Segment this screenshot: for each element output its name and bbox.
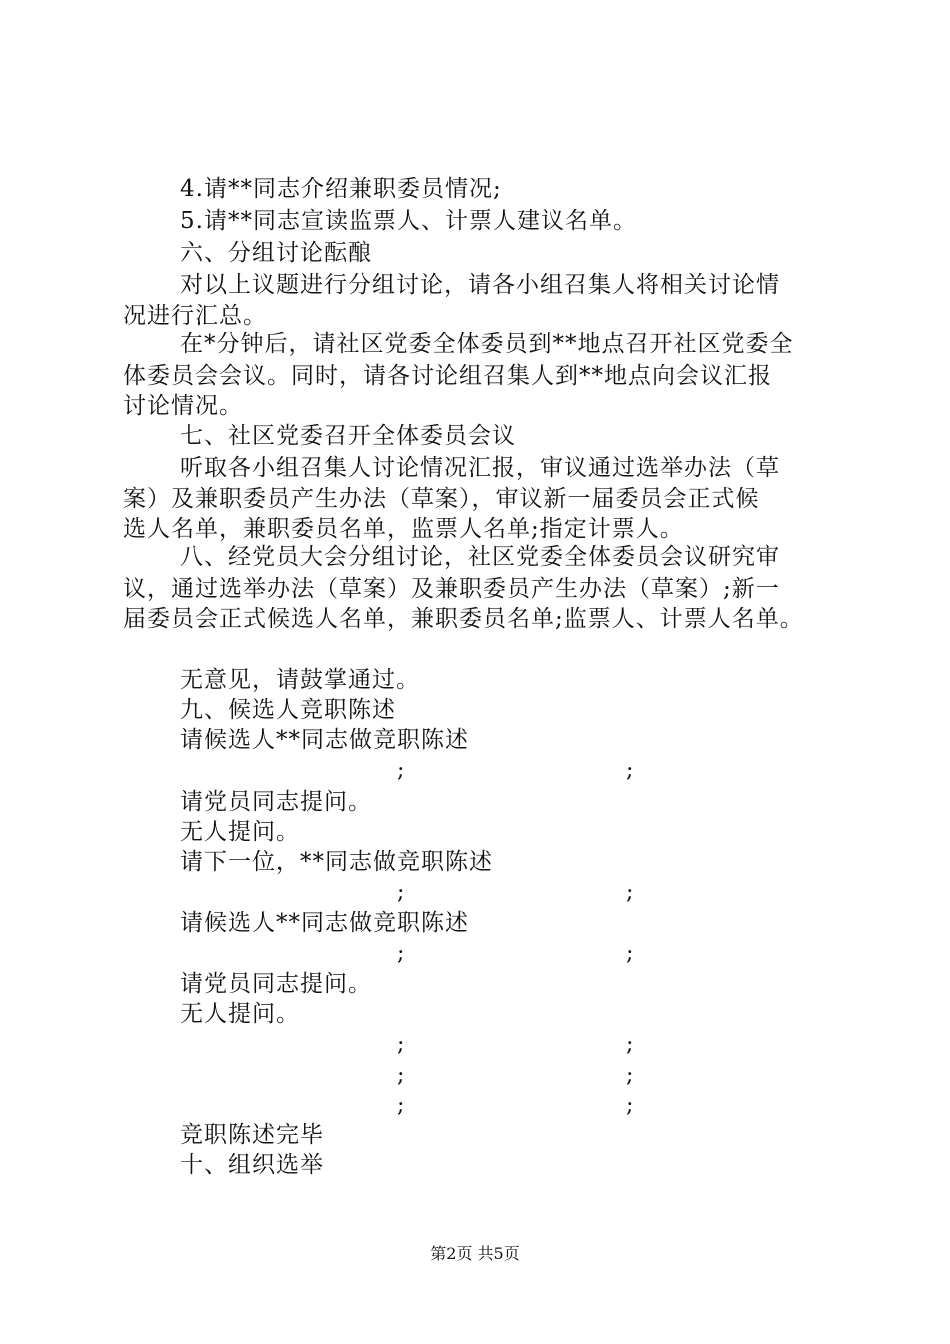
- semicolon-mark: ;: [397, 1032, 405, 1057]
- paragraph-line: 请党员同志提问。: [180, 971, 372, 997]
- semicolon-mark: ;: [397, 758, 405, 783]
- semicolon-mark: ;: [397, 1093, 405, 1118]
- paragraph-line: 况进行汇总。: [123, 303, 267, 329]
- paragraph-line: 请下一位，**同志做竞职陈述: [180, 849, 493, 875]
- paragraph-line: 请党员同志提问。: [180, 789, 372, 815]
- section-heading: 七、社区党委召开全体委员会议: [180, 423, 516, 449]
- semicolon-mark: ;: [626, 758, 634, 783]
- semicolon-mark: ;: [626, 941, 634, 966]
- paragraph-line: 案）及兼职委员产生办法（草案），审议新一届委员会正式候: [123, 486, 760, 512]
- paragraph-line: 听取各小组召集人讨论情况汇报，审议通过选举办法（草: [180, 455, 780, 481]
- paragraph-line: 讨论情况。: [123, 393, 243, 419]
- semicolon-mark: ;: [626, 1032, 634, 1057]
- paragraph-line: 议，通过选举办法（草案）及兼职委员产生办法（草案）;新一: [123, 576, 780, 602]
- page-footer: 第2页 共5页: [430, 1244, 520, 1263]
- paragraph-line: 无人提问。: [180, 1001, 300, 1027]
- semicolon-mark: ;: [397, 880, 405, 905]
- section-heading: 九、候选人竞职陈述: [180, 697, 396, 723]
- paragraph-line: 竞职陈述完毕: [180, 1122, 324, 1148]
- semicolon-mark: ;: [626, 1063, 634, 1088]
- paragraph-line: 对以上议题进行分组讨论，请各小组召集人将相关讨论情: [180, 272, 780, 298]
- semicolon-mark: ;: [626, 880, 634, 905]
- paragraph-line: 5.请**同志宣读监票人、计票人建议名单。: [180, 208, 637, 234]
- semicolon-mark: ;: [397, 941, 405, 966]
- semicolon-mark: ;: [626, 1093, 634, 1118]
- section-heading: 十、组织选举: [180, 1152, 324, 1178]
- section-heading: 六、分组讨论酝酿: [180, 240, 372, 266]
- paragraph-line: 无人提问。: [180, 819, 300, 845]
- paragraph-line: 在*分钟后，请社区党委全体委员到**地点召开社区党委全: [180, 331, 794, 357]
- paragraph-line: 选人名单，兼职委员名单，监票人名单;指定计票人。: [123, 516, 684, 542]
- paragraph-line: 体委员会会议。同时，请各讨论组召集人到**地点向会议汇报: [123, 363, 772, 389]
- paragraph-line: 八、经党员大会分组讨论，社区党委全体委员会议研究审: [180, 544, 780, 570]
- paragraph-line: 届委员会正式候选人名单，兼职委员名单;监票人、计票人名单。: [123, 606, 804, 632]
- paragraph-line: 4.请**同志介绍兼职委员情况;: [180, 176, 502, 202]
- paragraph-line: 请候选人**同志做竞职陈述: [180, 910, 469, 936]
- paragraph-line: 请候选人**同志做竞职陈述: [180, 727, 469, 753]
- paragraph-line: 无意见，请鼓掌通过。: [180, 667, 420, 693]
- semicolon-mark: ;: [397, 1063, 405, 1088]
